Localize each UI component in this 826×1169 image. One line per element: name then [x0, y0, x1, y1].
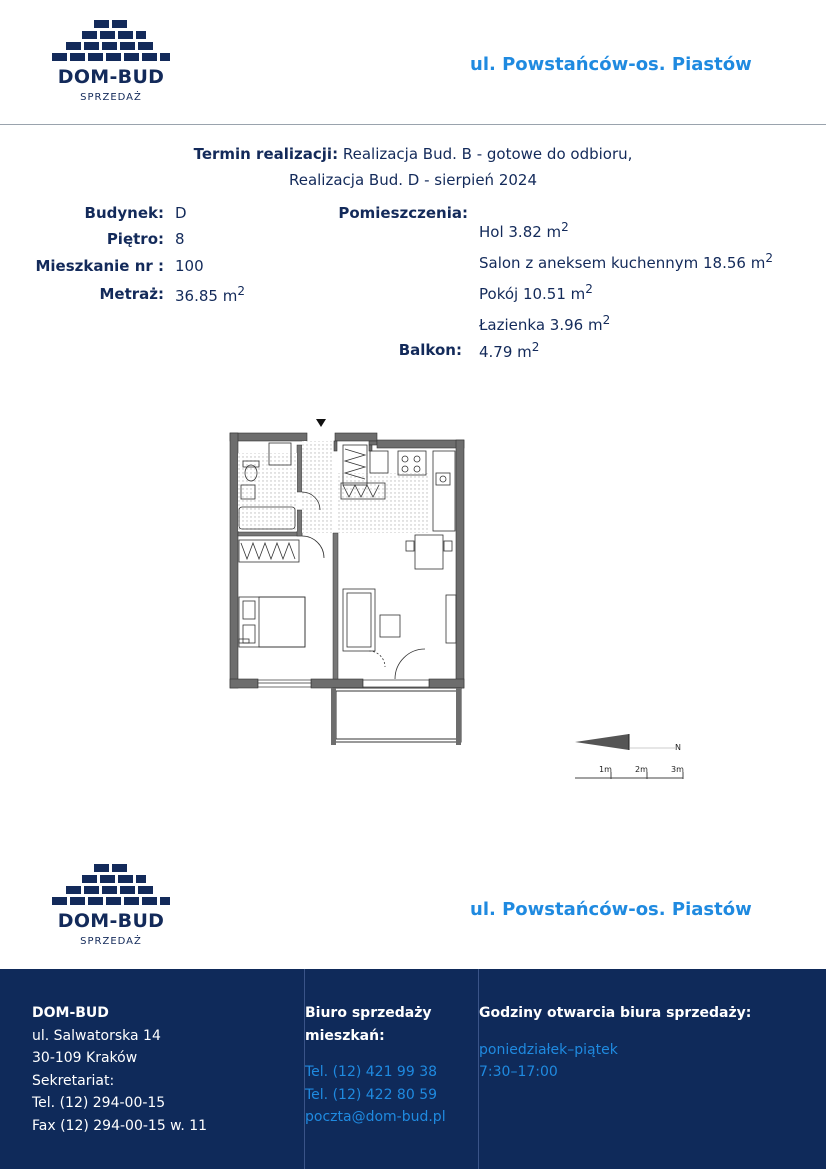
footer-company-line: Fax (12) 294-00-15 w. 11: [32, 1117, 208, 1134]
area-label: Metraż:: [99, 285, 164, 303]
area-value: 36.85 $m^2$: [175, 284, 245, 305]
balcony-value: 4.79 $m^2$: [479, 340, 540, 361]
apartment-label: Mieszkanie nr :: [35, 257, 164, 275]
street-header-top: ul. Powstańców-os. Piastów: [470, 54, 752, 75]
room-salon: Salon z aneksem kuchennym 18.56 $m^2$: [479, 251, 773, 272]
completion-line1: Realizacja Bud. B - gotowe do odbioru,: [342, 145, 633, 163]
footer-company: [32, 1002, 207, 1137]
rooms-list: [479, 214, 773, 338]
rooms-label: Pomieszczenia:: [338, 204, 468, 222]
brand-name: DOM-BUD: [57, 66, 165, 88]
scale-1m: 1m: [599, 765, 612, 774]
building-value: D: [175, 204, 187, 222]
footer: [0, 969, 826, 1169]
brand-subtitle: SPRZEDAŻ: [80, 92, 142, 103]
entrance-arrow-icon: [316, 419, 326, 427]
north-indicator: [575, 730, 685, 780]
completion-label: Termin realizacji:: [193, 145, 339, 163]
footer-sales: [305, 1002, 446, 1129]
floor-plan: [225, 415, 470, 750]
footer-hours-time: 7:30–17:00: [479, 1064, 558, 1080]
footer-company-line: ul. Salwatorska 14: [32, 1027, 161, 1044]
footer-sales-phone2[interactable]: Tel. (12) 422 80 59: [305, 1086, 438, 1103]
footer-sales-phone1[interactable]: Tel. (12) 421 99 38: [305, 1064, 438, 1080]
footer-company-line: Tel. (12) 294-00-15: [32, 1095, 166, 1111]
brand-name-bottom: DOM-BUD: [57, 910, 165, 932]
footer-sales-title2: mieszkań:: [305, 1027, 385, 1044]
footer-hours-title: Godziny otwarcia biura sprzedaży:: [479, 1005, 752, 1021]
completion-line2: Realizacja Bud. D - sierpień 2024: [288, 171, 538, 189]
scale-2m: 2m: [635, 765, 648, 774]
footer-company-line: 30-109 Kraków: [32, 1050, 138, 1066]
footer-company-line: Sekretariat:: [32, 1072, 115, 1089]
brick-pyramid-logo: [46, 20, 176, 66]
north-label: N: [675, 743, 681, 752]
floor-label: Piętro:: [106, 230, 164, 248]
footer-sales-email[interactable]: poczta@dom-bud.pl: [305, 1109, 446, 1125]
floor-value: 8: [175, 230, 185, 248]
brick-pyramid-logo: [46, 864, 176, 910]
footer-company-name: DOM-BUD: [32, 1005, 109, 1021]
footer-sales-title: Biuro sprzedaży: [305, 1005, 432, 1021]
footer-hours: [479, 1002, 751, 1084]
apartment-value: 100: [175, 257, 204, 275]
room-pokoj: Pokój 10.51 $m^2$: [479, 282, 593, 303]
logo-bottom: [46, 864, 176, 947]
completion-block: [0, 141, 826, 193]
header-divider: [0, 124, 826, 125]
brand-subtitle-bottom: SPRZEDAŻ: [80, 936, 142, 947]
room-hol: Hol 3.82 $m^2$: [479, 220, 569, 241]
building-label: Budynek:: [84, 204, 164, 222]
logo-top: [46, 20, 176, 103]
footer-hours-days: poniedziałek–piątek: [479, 1041, 618, 1058]
balcony-label: Balkon:: [398, 341, 462, 359]
scale-3m: 3m: [671, 765, 684, 774]
room-lazienka: Łazienka 3.96 $m^2$: [479, 313, 611, 334]
compass-icon: [575, 734, 629, 750]
street-header-bottom: ul. Powstańców-os. Piastów: [470, 899, 752, 920]
